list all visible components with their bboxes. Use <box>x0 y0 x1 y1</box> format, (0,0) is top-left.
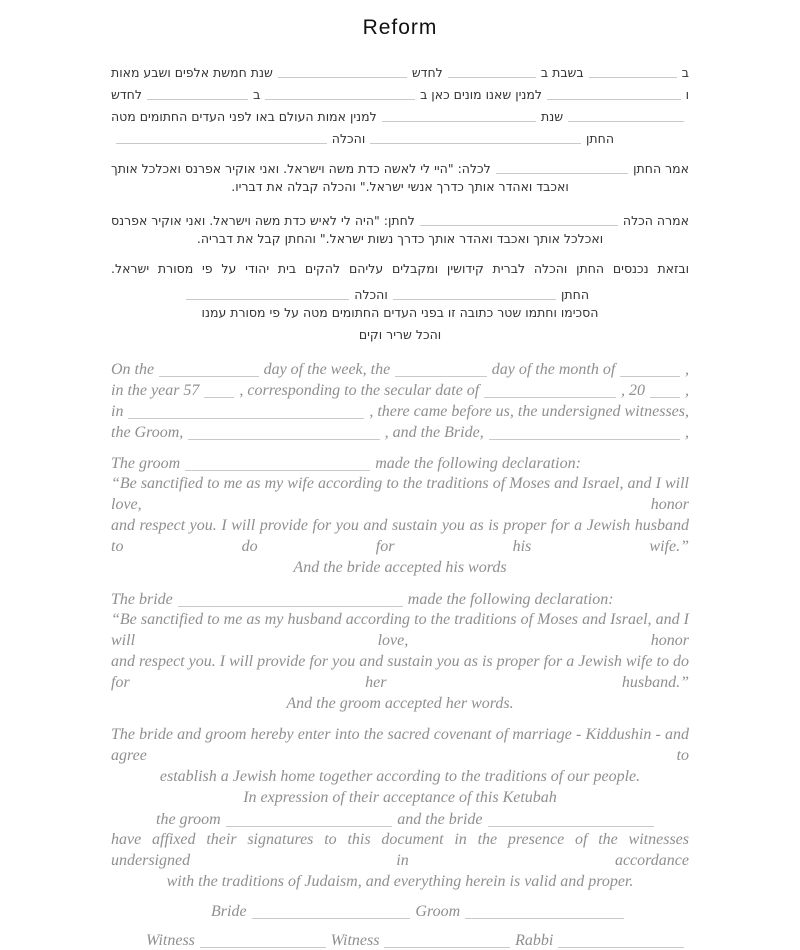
hebrew-groom-declaration-line-1 <box>111 154 689 176</box>
label-hebrew-year: in the year 57 <box>111 382 200 399</box>
hebrew-lachodesh-2: לחדש <box>111 87 142 102</box>
english-date-line-2 <box>111 379 689 400</box>
bride-accepted-line: And the bride accepted his words <box>293 559 507 576</box>
hebrew-bride-label: והכלה <box>331 131 366 146</box>
blank-secular-year[interactable] <box>382 108 536 122</box>
hebrew-covenant-line-4: והכל שריר וקים <box>358 327 442 342</box>
bride-declaration-intro <box>111 588 689 609</box>
label-day-of-week: day of the week, the <box>263 361 391 378</box>
label-groom-signature: Groom <box>415 903 461 920</box>
blank-covenant-groom-name[interactable] <box>393 286 556 300</box>
label-witness-1: Witness <box>146 932 195 949</box>
hebrew-nations-count: למנין אמות העולם באו לפני העדים החתומים מטה <box>111 109 377 124</box>
blank-witness-2-signature[interactable] <box>384 934 510 948</box>
label-made-declaration: made the following declaration: <box>407 591 614 608</box>
hebrew-covenant-groom-label: החתן <box>561 287 589 302</box>
bride-quote-line-2: and respect you. I will provide for you and sustain you as is proper for a Jewish wife to do for her husband.” <box>111 653 689 691</box>
blank-hebrew-place[interactable] <box>265 86 415 100</box>
page-title: Reform <box>362 16 438 39</box>
label-acceptance-groom: the groom <box>156 811 221 828</box>
label-acceptance-bride: and the bride <box>397 811 483 828</box>
hebrew-date-line-2 <box>111 80 689 102</box>
blank-bride-name-hebrew[interactable] <box>116 130 327 144</box>
hebrew-groom-declaration-line-2: ואכבד ואהדר אותך כדרך אנשי ישראל." והכלה קבלה את דבריו. <box>231 179 569 194</box>
comma: , <box>685 424 690 441</box>
hebrew-covenant-bride-label: והכלה <box>354 287 388 302</box>
english-date-line-1 <box>111 358 689 379</box>
hebrew-date-line-1 <box>111 58 689 80</box>
blank-hebrew-year-digits[interactable] <box>204 384 234 398</box>
hebrew-shnat: שנת <box>541 109 564 124</box>
bride-quote-line-1: “Be sanctified to me as my husband according to the traditions of Moses and Israel, and I will love, honor <box>111 611 689 649</box>
blank-bride-signature[interactable] <box>252 905 411 919</box>
blank-covenant-bride-name[interactable] <box>186 286 349 300</box>
blank-bride-name-declaration[interactable] <box>420 212 618 226</box>
groom-quote-line-1: “Be sanctified to me as my wife according to the traditions of Moses and Israel, and I will love, honor <box>111 475 689 513</box>
label-bride-signature: Bride <box>211 903 247 920</box>
label-the-bride-lead: The bride <box>111 591 173 608</box>
hebrew-year-words: שנת חמשת אלפים ושבע מאות <box>110 65 273 80</box>
label-made-declaration: made the following declaration: <box>375 455 581 472</box>
label-the-groom: the Groom, <box>111 424 184 441</box>
blank-hebrew-day-of-month[interactable] <box>448 64 536 78</box>
hebrew-prefix-bet: ב <box>681 65 689 80</box>
label-witnesses: , there came before us, the undersigned witnesses, <box>369 403 689 420</box>
hebrew-lachodesh: לחדש <box>411 65 443 80</box>
blank-secular-day[interactable] <box>147 86 248 100</box>
covenant-line-3: In expression of their acceptance of this Ketubah <box>243 789 557 806</box>
blank-day-of-week[interactable] <box>159 363 258 377</box>
hebrew-bride-declaration-line-1 <box>111 206 689 228</box>
blank-month-name[interactable] <box>620 363 680 377</box>
hebrew-covenant-line-1: ובזאת נכנסים החתן והכלה לברית קידושין ומקבלים עליהם להקים בית יהודי על פי מסורת ישראל. <box>111 261 689 276</box>
signature-row-1 <box>111 900 689 921</box>
hebrew-section <box>111 58 689 346</box>
signature-section <box>111 900 689 950</box>
hebrew-bride-declaration-line-2: ואכלכל אותך ואכבד ואהדר אותך כדרך נשות ישראל." והחתן קבל את דבריה. <box>196 231 604 246</box>
blank-groom-name-declaration[interactable] <box>496 160 628 174</box>
blank-groom-name[interactable] <box>188 426 379 440</box>
blank-bride-name[interactable] <box>489 426 680 440</box>
covenant-line-1: The bride and groom hereby enter into the sacred covenant of marriage - Kiddushin - and agree to <box>111 726 689 764</box>
blank-hebrew-weekday[interactable] <box>589 64 677 78</box>
hebrew-bet2: ב <box>253 87 261 102</box>
blank-hebrew-year-suffix[interactable] <box>547 86 681 100</box>
hebrew-groom-said: אמר החתן <box>633 161 689 176</box>
hebrew-date-line-3 <box>111 102 689 124</box>
hebrew-covenant-line-3: הסכימו וחתמו שטר כתובה זו בפני העדים החתומים מטה על פי מסורת עמנו <box>201 305 599 320</box>
label-rabbi: Rabbi <box>515 932 554 949</box>
covenant-line-5: have affixed their signatures to this document in the presence of the witnesses undersigned in accordance <box>111 831 689 869</box>
acceptance-names-line <box>111 808 689 829</box>
label-and-the-bride: , and the Bride, <box>384 424 484 441</box>
comma: , <box>685 382 689 399</box>
covenant-line-6: with the traditions of Judaism, and everything herein is valid and proper. <box>166 873 634 890</box>
comma: , <box>685 361 689 378</box>
label-witness-2: Witness <box>330 932 380 949</box>
blank-groom-declaration-name[interactable] <box>185 457 370 471</box>
groom-quote-line-2: and respect you. I will provide for you and sustain you as is proper for a Jewish husband to do for his wife.” <box>111 517 689 555</box>
hebrew-beshabbat: בשבת ב <box>540 65 584 80</box>
signature-row-2 <box>111 929 689 950</box>
blank-rabbi-signature[interactable] <box>558 934 684 948</box>
blank-day-of-month[interactable] <box>395 363 487 377</box>
blank-acceptance-groom-name[interactable] <box>226 813 392 827</box>
blank-secular-year-digits[interactable] <box>650 384 680 398</box>
covenant-line-2: establish a Jewish home together according to the traditions of our people. <box>159 768 641 785</box>
english-date-line-4 <box>111 421 689 442</box>
hebrew-groom-vow: לכלה: "היי לי לאשה כדת משה וישראל. ואני אוקיר אפרנס ואכלכל אותך <box>111 161 491 176</box>
label-in: in <box>111 403 124 420</box>
blank-groom-name-hebrew[interactable] <box>370 130 581 144</box>
label-the-groom-lead: The groom <box>111 455 181 472</box>
hebrew-count-here: למנין שאנו מונים כאן ב <box>420 87 543 102</box>
blank-secular-date[interactable] <box>484 384 616 398</box>
hebrew-vav: ו <box>685 87 689 102</box>
label-twenty: , 20 <box>621 382 645 399</box>
label-secular-date: , corresponding to the secular date of <box>239 382 480 399</box>
blank-bride-declaration-name[interactable] <box>178 593 403 607</box>
blank-location[interactable] <box>128 405 364 419</box>
blank-groom-signature[interactable] <box>465 905 624 919</box>
english-date-line-3 <box>111 400 689 421</box>
blank-hebrew-month[interactable] <box>278 64 407 78</box>
hebrew-bride-said: אמרה הכלה <box>622 213 689 228</box>
blank-witness-1-signature[interactable] <box>200 934 326 948</box>
hebrew-names-line <box>111 124 689 146</box>
label-day-of-month: day of the month of <box>491 361 616 378</box>
groom-accepted-line: And the groom accepted her words. <box>286 695 514 712</box>
english-section <box>111 358 689 950</box>
hebrew-bride-vow: לחתן: "היה לי לאיש כדת משה וישראל. ואני אוקיר אפרנס <box>111 213 415 228</box>
groom-declaration-intro <box>111 452 689 473</box>
hebrew-groom-label: החתן <box>586 131 614 146</box>
label-on-the: On the <box>111 361 155 378</box>
blank-acceptance-bride-name[interactable] <box>488 813 654 827</box>
blank-secular-month[interactable] <box>568 108 684 122</box>
hebrew-covenant-names-line <box>111 280 689 302</box>
